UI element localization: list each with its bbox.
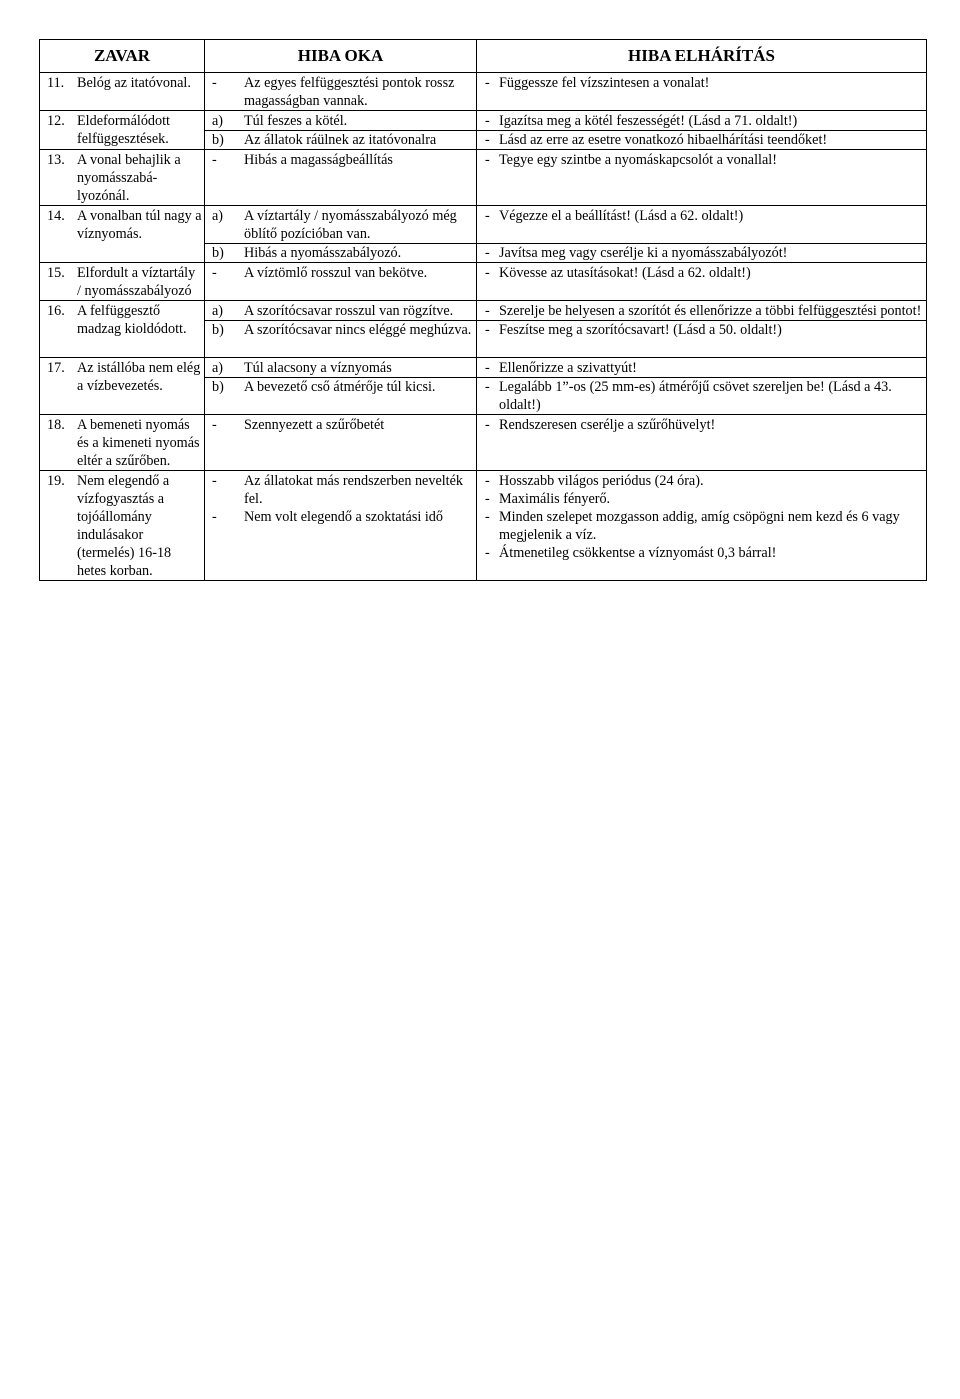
table-row <box>40 73 927 111</box>
cause-text: Hibás a magasságbeállítás <box>244 152 393 168</box>
cause-cell <box>205 263 477 301</box>
zavar-text: Nem elegendő a vízfogyasztás a tojóállomány indulásakor (termelés) 16-18 hetes korban. <box>77 473 172 579</box>
zavar-text: Belóg az itatóvonal. <box>77 75 191 91</box>
fix-text: Függessze fel vízszintesen a vonalat! <box>499 75 710 91</box>
zavar-cell <box>40 358 205 415</box>
fix-marker: - <box>485 379 490 395</box>
cause-text: Az egyes felfüggesztési pontok rossz magasságban vannak. <box>244 75 455 109</box>
cause-text: A víztömlő rosszul van bekötve. <box>244 265 428 281</box>
header-hiba-oka: HIBA OKA <box>205 40 477 73</box>
cause-item <box>205 320 476 339</box>
cause-item <box>205 74 476 110</box>
cause-marker: - <box>212 417 217 433</box>
cause-item <box>205 264 476 282</box>
fix-marker: - <box>485 322 490 338</box>
header-zavar: ZAVAR <box>40 40 205 73</box>
row-number: 12. <box>47 113 65 129</box>
fix-item <box>477 264 926 282</box>
cause-text: Szennyezett a szűrőbetét <box>244 417 385 433</box>
zavar-cell <box>40 263 205 301</box>
fix-item <box>477 207 926 243</box>
fix-marker: - <box>485 545 490 561</box>
cause-text: Hibás a nyomásszabályozó. <box>244 245 402 261</box>
cause-item <box>205 207 476 243</box>
zavar-cell <box>40 73 205 111</box>
cause-text: A víztartály / nyomásszabályozó még öblítő pozícióban van. <box>244 208 457 242</box>
cause-marker: b) <box>212 322 224 338</box>
zavar-text: A vonalban túl nagy a víznyomás. <box>77 208 202 242</box>
fix-item <box>477 472 926 490</box>
cause-cell <box>205 150 477 206</box>
cause-cell <box>205 301 477 358</box>
row-number: 13. <box>47 152 65 168</box>
fix-text: Legalább 1”-os (25 mm-es) átmérőjű csövet szereljen be! (Lásd a 43. oldalt!) <box>499 379 892 413</box>
header-hiba-elharitas: HIBA ELHÁRÍTÁS <box>477 40 927 73</box>
fix-cell <box>477 471 927 581</box>
fix-text: Átmenetileg csökkentse a víznyomást 0,3 bárral! <box>499 545 777 561</box>
fix-text: Igazítsa meg a kötél feszességét! (Lásd a 71. oldalt!) <box>499 113 798 129</box>
cause-item <box>205 151 476 169</box>
zavar-text: A felfüggesztő madzag kioldódott. <box>77 303 187 337</box>
fix-cell <box>477 73 927 111</box>
fix-text: Javítsa meg vagy cserélje ki a nyomásszabályozót! <box>499 245 788 261</box>
table-row <box>40 206 927 263</box>
cause-text: A bevezető cső átmérője túl kicsi. <box>244 379 436 395</box>
cause-text: Az állatokat más rendszerben nevelték fel. <box>244 473 464 507</box>
fix-text: Feszítse meg a szorítócsavart! (Lásd a 50. oldalt!) <box>499 322 782 338</box>
cause-marker: - <box>212 265 217 281</box>
fix-item <box>477 416 926 434</box>
fix-text: Ellenőrizze a szivattyút! <box>499 360 637 376</box>
fix-item <box>477 243 926 262</box>
fix-item <box>477 151 926 169</box>
fix-cell <box>477 263 927 301</box>
cause-cell <box>205 471 477 581</box>
fix-marker: - <box>485 245 490 261</box>
fix-marker: - <box>485 208 490 224</box>
fix-marker: - <box>485 417 490 433</box>
row-number: 14. <box>47 208 65 224</box>
fix-item <box>477 302 926 320</box>
zavar-cell <box>40 301 205 358</box>
cause-text: A szorítócsavar rosszul van rögzítve. <box>244 303 454 319</box>
cause-marker: - <box>212 75 217 91</box>
cause-cell <box>205 415 477 471</box>
fix-item <box>477 359 926 377</box>
row-number: 16. <box>47 303 65 319</box>
table-row <box>40 263 927 301</box>
table-row <box>40 358 927 415</box>
fix-marker: - <box>485 509 490 525</box>
fix-cell <box>477 150 927 206</box>
fix-item <box>477 490 926 508</box>
cause-text: Nem volt elegendő a szoktatási idő <box>244 509 443 525</box>
cause-item <box>205 416 476 434</box>
troubleshooting-table <box>39 39 927 581</box>
cause-cell <box>205 206 477 263</box>
fix-cell <box>477 206 927 263</box>
cause-cell <box>205 111 477 150</box>
fix-item <box>477 320 926 357</box>
fix-cell <box>477 301 927 358</box>
zavar-text: Eldeformálódott felfüggesztések. <box>77 113 170 147</box>
cause-item <box>205 377 476 396</box>
fix-text: Hosszabb világos periódus (24 óra). <box>499 473 704 489</box>
table-row <box>40 471 927 581</box>
cause-marker: a) <box>212 113 224 129</box>
fix-item <box>477 74 926 92</box>
cause-marker: - <box>212 152 217 168</box>
fix-item <box>477 130 926 149</box>
row-number: 15. <box>47 265 65 281</box>
cause-marker: a) <box>212 208 224 224</box>
zavar-text: Az istállóba nem elég a vízbevezetés. <box>77 360 201 394</box>
table-row <box>40 150 927 206</box>
cause-marker: b) <box>212 379 224 395</box>
fix-marker: - <box>485 491 490 507</box>
fix-cell <box>477 415 927 471</box>
cause-marker: - <box>212 509 217 525</box>
cause-text: Túl alacsony a víznyomás <box>244 360 392 376</box>
fix-marker: - <box>485 360 490 376</box>
fix-text: Minden szelepet mozgasson addig, amíg csöpögni nem kezd és 6 vagy megjelenik a víz. <box>499 509 900 543</box>
row-number: 11. <box>47 75 65 91</box>
cause-marker: a) <box>212 360 224 376</box>
zavar-text: A vonal behajlik a nyomásszabá-lyozónál. <box>77 152 181 204</box>
cause-text: A szorítócsavar nincs eléggé meghúzva. <box>244 322 472 338</box>
cause-text: Az állatok ráülnek az itatóvonalra <box>244 132 437 148</box>
fix-item <box>477 377 926 414</box>
fix-text: Lásd az erre az esetre vonatkozó hibaelhárítási teendőket! <box>499 132 828 148</box>
zavar-cell <box>40 415 205 471</box>
fix-marker: - <box>485 265 490 281</box>
table-row <box>40 415 927 471</box>
zavar-cell <box>40 471 205 581</box>
cause-item <box>205 112 476 130</box>
fix-marker: - <box>485 132 490 148</box>
fix-text: Rendszeresen cserélje a szűrőhüvelyt! <box>499 417 716 433</box>
fix-cell <box>477 111 927 150</box>
cause-cell <box>205 73 477 111</box>
cause-item <box>205 130 476 149</box>
fix-text: Tegye egy szintbe a nyomáskapcsolót a vonallal! <box>499 152 777 168</box>
fix-text: Kövesse az utasításokat! (Lásd a 62. oldalt!) <box>499 265 751 281</box>
zavar-cell <box>40 206 205 263</box>
cause-item <box>205 472 476 508</box>
fix-marker: - <box>485 473 490 489</box>
fix-cell <box>477 358 927 415</box>
row-number: 17. <box>47 360 65 376</box>
zavar-cell <box>40 111 205 150</box>
zavar-cell <box>40 150 205 206</box>
fix-item <box>477 544 926 562</box>
cause-marker: a) <box>212 303 224 319</box>
row-number: 19. <box>47 473 65 489</box>
cause-item <box>205 243 476 262</box>
table-row <box>40 301 927 358</box>
zavar-text: Elfordult a víztartály / nyomásszabályozó <box>77 265 196 299</box>
cause-item <box>205 302 476 320</box>
table-body <box>40 73 927 581</box>
cause-marker: b) <box>212 132 224 148</box>
cause-item <box>205 359 476 377</box>
fix-marker: - <box>485 75 490 91</box>
cause-text: Túl feszes a kötél. <box>244 113 348 129</box>
cause-cell <box>205 358 477 415</box>
fix-text: Végezze el a beállítást! (Lásd a 62. oldalt!) <box>499 208 744 224</box>
header-row <box>40 40 927 73</box>
cause-marker: - <box>212 473 217 489</box>
fix-item <box>477 508 926 544</box>
cause-item <box>205 508 476 526</box>
zavar-text: A bemeneti nyomás és a kimeneti nyomás eltér a szűrőben. <box>77 417 200 469</box>
fix-text: Szerelje be helyesen a szorítót és ellenőrizze a többi felfüggesztési pontot! <box>499 303 922 319</box>
cause-marker: b) <box>212 245 224 261</box>
fix-marker: - <box>485 152 490 168</box>
fix-item <box>477 112 926 130</box>
fix-text: Maximális fényerő. <box>499 491 611 507</box>
fix-marker: - <box>485 113 490 129</box>
row-number: 18. <box>47 417 65 433</box>
fix-marker: - <box>485 303 490 319</box>
table-row <box>40 111 927 150</box>
